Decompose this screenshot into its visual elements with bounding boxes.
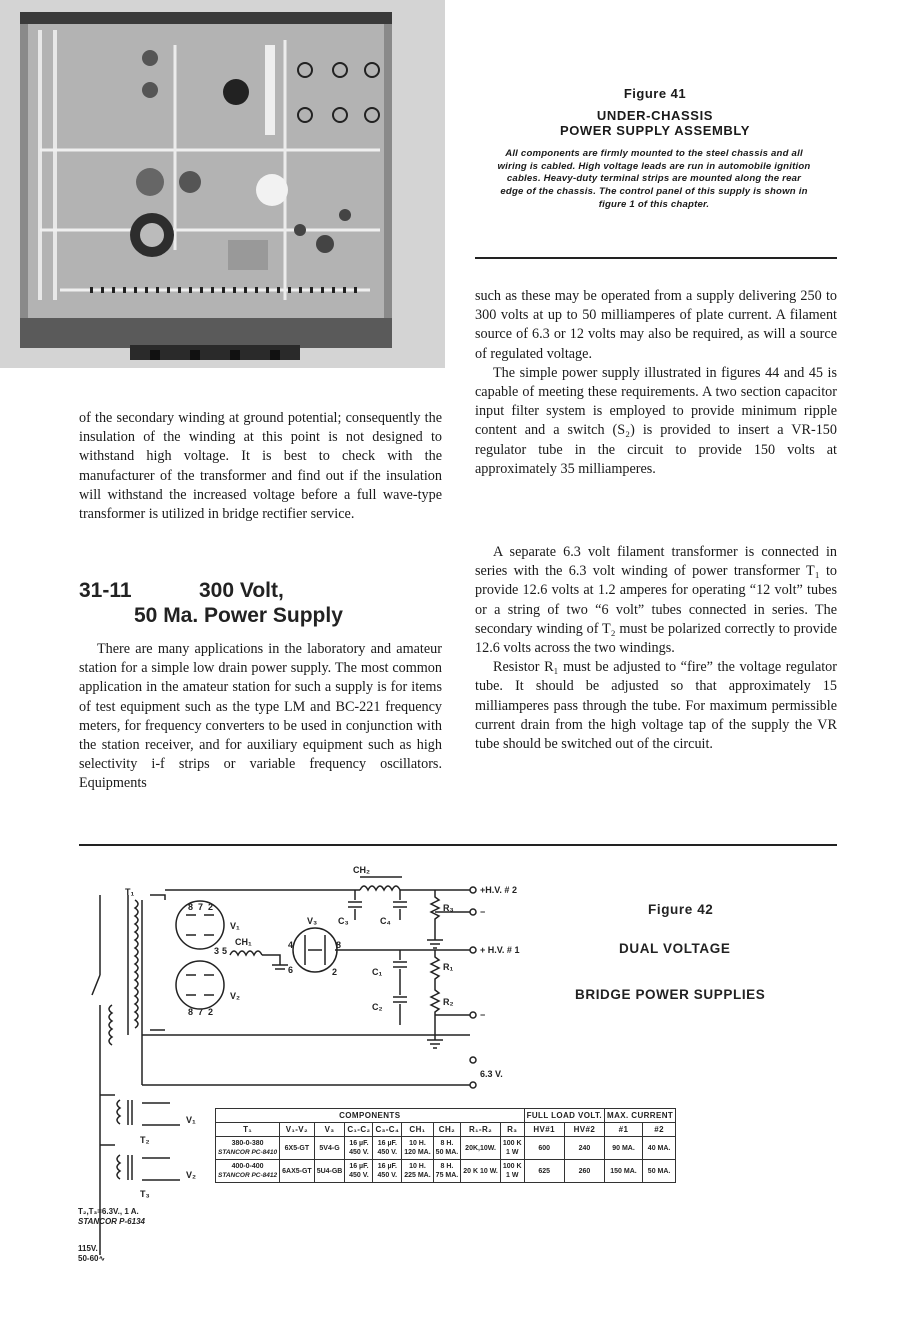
pin-label: 5 [222, 946, 228, 956]
t2-label: T₂ [140, 1135, 150, 1145]
group-header-full-load: FULL LOAD VOLT. [524, 1109, 604, 1123]
cell-ch1: 10 H. 225 MA. [402, 1160, 433, 1183]
left-column-bottom [79, 640, 442, 794]
figure-41-description: All components are firmly mounted to the steel chassis and all wiring is cabled. High voltage leads are run in automobile ignition cables. Heavy-duty terminal strips are mounted along the rear edge of the chassis. The control panel of this supply is shown in figure 1 of this chapter. [497, 148, 811, 210]
mains-frequency: 50-60∿ [78, 1254, 106, 1263]
t2-t3-rating: T₂,T₃=6.3V., 1 A. [78, 1207, 139, 1216]
cell-v1v2: 6AX5-GT [280, 1160, 315, 1183]
t2-t3-part: STANCOR P-6134 [78, 1217, 145, 1226]
group-header-components: COMPONENTS [216, 1109, 525, 1123]
paragraph: of the secondary winding at ground potential; consequently the insulation of the winding at this point is not designed to withstand high voltage. It is best to check with the manufacturer of the transformer and find out if the insulation will withstand the increased voltage before a full wave-type transformer is utilized in bridge rectifier service. [79, 410, 442, 523]
cell-c1c2: 16 µF. 450 V. [345, 1160, 373, 1183]
paragraph: Resistor R₁ must be adjusted to “fire” the voltage regulator tube. It should be adjusted so that approximately 15 milliamperes pass through the tube. For maximum permissible current drain from the high voltage tap of the supply the VR tube should be switched out of the circuit. [475, 659, 837, 753]
pin-label: 6 [288, 965, 294, 975]
left-column-top [79, 409, 442, 524]
dual-voltage-schematic [70, 855, 570, 1255]
cell-i2: 50 MA. [642, 1160, 675, 1183]
figure-divider [79, 844, 837, 846]
cell-t1: 380-0-380 STANCOR PC-8410 [216, 1137, 280, 1160]
column-header: V₁-V₂ [280, 1123, 315, 1137]
v1-label: V₁ [230, 921, 240, 931]
table-row [216, 1160, 676, 1183]
cell-r3: 100 K 1 W [500, 1137, 524, 1160]
cell-c3c4: 16 µF. 450 V. [373, 1137, 402, 1160]
t1-label: T₁ [125, 887, 135, 897]
pin-label: 2 [332, 967, 338, 977]
section-heading [79, 578, 442, 628]
pin-label: 8 [336, 940, 342, 950]
cell-ch1: 10 H. 120 MA. [402, 1137, 433, 1160]
cell-v3: 5V4-G [314, 1137, 345, 1160]
c3-label: C₃ [338, 916, 349, 926]
column-header: V₃ [314, 1123, 345, 1137]
c4-label: C₄ [380, 916, 391, 926]
pin-label: 8 [188, 1007, 194, 1017]
r2-label: R₂ [443, 997, 454, 1007]
column-header: #1 [605, 1123, 643, 1137]
figure-42-title-line2: BRIDGE POWER SUPPLIES [575, 987, 766, 1002]
column-header: C₁-C₂ [345, 1123, 373, 1137]
minus-label: − [480, 907, 486, 917]
column-header: CH₁ [402, 1123, 433, 1137]
cell-hv1: 625 [524, 1160, 564, 1183]
cell-ch2: 8 H. 75 MA. [433, 1160, 461, 1183]
pin-label: 2 [208, 902, 214, 912]
caption-divider [475, 257, 837, 259]
components-table [215, 1108, 676, 1183]
v2-tap-label: V₂ [186, 1170, 197, 1180]
cell-i1: 90 MA. [605, 1137, 643, 1160]
hv2-label: +H.V. # 2 [480, 885, 517, 895]
cell-i2: 40 MA. [642, 1137, 675, 1160]
column-header: T₁ [216, 1123, 280, 1137]
cell-c1c2: 16 µF. 450 V. [345, 1137, 373, 1160]
pin-label: 7 [198, 1007, 204, 1017]
column-header: R₁-R₂ [461, 1123, 501, 1137]
hv1-label: + H.V. # 1 [480, 945, 520, 955]
table-row [216, 1137, 676, 1160]
c1-label: C₁ [372, 967, 383, 977]
cell-t1: 400-0-400 STANCOR PC-8412 [216, 1160, 280, 1183]
right-column-top [475, 287, 837, 479]
column-header: #2 [642, 1123, 675, 1137]
mains-voltage: 115V. [78, 1244, 98, 1253]
column-header: HV#2 [564, 1123, 604, 1137]
figure-41-title-line2: POWER SUPPLY ASSEMBLY [559, 123, 751, 138]
right-column-bottom [475, 543, 837, 754]
section-title-line2: 50 Ma. Power Supply [134, 604, 343, 627]
pin-label: 8 [188, 902, 194, 912]
cell-hv2: 260 [564, 1160, 604, 1183]
r3-label: R₃ [443, 903, 454, 913]
c2-label: C₂ [372, 1002, 383, 1012]
section-title-line1: 300 Volt, [199, 579, 284, 602]
pin-label: 7 [198, 902, 204, 912]
v63-label: 6.3 V. [480, 1069, 503, 1079]
column-header: C₃-C₄ [373, 1123, 402, 1137]
cell-v1v2: 6X5-GT [280, 1137, 315, 1160]
figure-41-title-line1: UNDER-CHASSIS [596, 108, 714, 123]
cell-hv2: 240 [564, 1137, 604, 1160]
cell-hv1: 600 [524, 1137, 564, 1160]
figure-42-number: Figure 42 [648, 902, 714, 917]
section-number: 31-11 [79, 579, 132, 602]
paragraph: A separate 6.3 volt filament transformer is connected in series with the 6.3 volt winding of power transformer T₁ to provide 12.6 volts at 1.2 amperes for operating “12 volt” tubes or a string of two “6 volt” tubes connected in series. The secondary winding of T₂ must be polarized correctly to provide 12.6 volts across the two windings. [475, 544, 837, 657]
paragraph: The simple power supply illustrated in figures 44 and 45 is capable of meeting these requirements. A two section capacitor input filter system is employed to provide minimum ripple content and a switch (S₂) is provided to insert a VR-150 regulator tube in the circuit to provide 150 volts at approximately 35 milliamperes. [475, 364, 837, 477]
cell-r1r2: 20K,10W. [461, 1137, 501, 1160]
figure-41-number: Figure 41 [623, 86, 687, 101]
column-header: HV#1 [524, 1123, 564, 1137]
mains-label [78, 1244, 105, 1264]
minus-label: − [480, 1010, 486, 1020]
t3-label: T₃ [140, 1189, 150, 1199]
under-chassis-photo [0, 0, 445, 368]
column-header: R₃ [500, 1123, 524, 1137]
cell-ch2: 8 H. 50 MA. [433, 1137, 461, 1160]
group-header-max-current: MAX. CURRENT [605, 1109, 676, 1123]
ch1-label: CH₁ [235, 937, 252, 947]
v3-label: V₃ [307, 916, 318, 926]
v1-tap-label: V₁ [186, 1115, 196, 1125]
cell-i1: 150 MA. [605, 1160, 643, 1183]
t2-t3-note [78, 1207, 145, 1227]
pin-label: 4 [288, 940, 294, 950]
column-header: CH₂ [433, 1123, 461, 1137]
figure-42-title-line1: DUAL VOLTAGE [619, 941, 731, 956]
ch2-label: CH₂ [353, 865, 370, 875]
pin-label: 3 [214, 946, 220, 956]
cell-r1r2: 20 K 10 W. [461, 1160, 501, 1183]
pin-label: 2 [208, 1007, 214, 1017]
paragraph: such as these may be operated from a supply delivering 250 to 300 volts at up to 50 milliamperes of plate current. A filament source of 6.3 or 12 volts may also be required, as will a source of regulated voltage. [475, 288, 837, 362]
r1-label: R₁ [443, 962, 454, 972]
figure-41-title [475, 108, 835, 138]
cell-v3: 5U4-GB [314, 1160, 345, 1183]
cell-c3c4: 16 µF. 450 V. [373, 1160, 402, 1183]
v2-label: V₂ [230, 991, 241, 1001]
cell-r3: 100 K 1 W [500, 1160, 524, 1183]
paragraph: There are many applications in the laboratory and amateur station for a simple low drain power supply. The most common application in the amateur station for such a supply is for items of test equipment such as the type LM and BC-221 frequency meters, for frequency converters to be used in conjunction with the station receiver, and for auxiliary equipment such as high selectivity i-f strips or variable frequency oscillators. Equipments [79, 641, 442, 792]
